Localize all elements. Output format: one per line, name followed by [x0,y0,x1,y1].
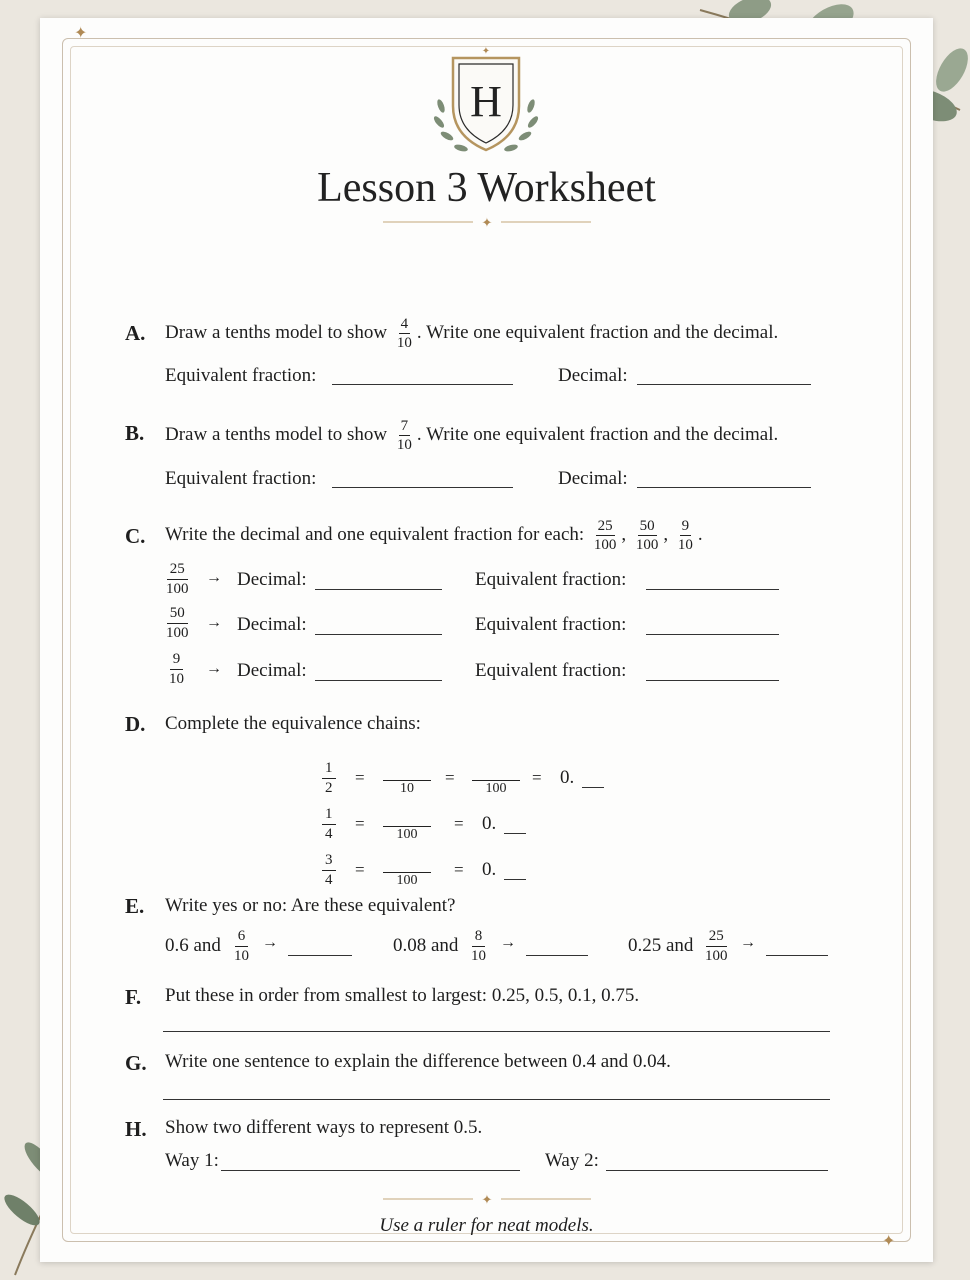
chain-2-equals-2: = [454,814,464,833]
section-b-letter: B. [125,421,145,445]
crest-shield-icon [423,44,549,170]
section-e-pair-3-fraction: $\frac{25}{100}$ [705,928,728,964]
section-c-row-3-equiv-label: Equivalent fraction: [475,660,627,681]
chain-3-equals-2: = [454,860,464,879]
section-a-decimal-blank[interactable] [637,384,811,385]
section-d-letter: D. [125,712,146,736]
section-b-decimal-blank[interactable] [637,487,811,488]
section-e-pair-1-fraction: $\frac{6}{10}$ [234,928,249,964]
section-a-letter: A. [125,321,146,345]
section-c-letter: C. [125,524,146,548]
section-c-row-3-fraction: $\frac{9}{10}$ [169,651,184,687]
section-c-row-2-decimal-label: Decimal: [237,614,307,635]
section-c-row-1-decimal-label: Decimal: [237,569,307,590]
section-b-prompt [165,418,778,453]
section-b-equiv-label: Equivalent fraction: [165,468,317,489]
chain-2-blank-fraction-1[interactable]: 100 [383,808,431,843]
section-c-row-1-equiv-blank[interactable] [646,589,779,590]
chain-2-decimal: 0. [482,813,497,834]
chain-2-fraction: $\frac{1}{4}$ [322,806,336,843]
section-c-row-1-arrow: → [206,569,222,586]
section-e-pair-2-decimal: 0.08 and [393,935,459,956]
title-divider [383,215,591,229]
section-a-equiv-label: Equivalent fraction: [165,365,317,386]
section-e-pair-3-decimal: 0.25 and [628,935,694,956]
section-a-prompt [165,316,778,351]
section-c-row-1-fraction: $\frac{25}{100}$ [166,561,189,597]
section-c-row-2-fraction: $\frac{50}{100}$ [166,605,189,641]
chain-3-decimal-blank[interactable] [504,879,526,880]
section-c-row-2-decimal-blank[interactable] [315,634,442,635]
section-c-fraction-3: $\frac{9}{10}$ [677,518,693,553]
section-c-row-1-decimal-blank[interactable] [315,589,442,590]
section-e-prompt: Write yes or no: Are these equivalent? [165,895,456,916]
section-f-prompt: Put these in order from smallest to largest: 0.25, 0.5, 0.1, 0.75. [165,985,640,1006]
section-e-letter: E. [125,894,145,918]
chain-1-equals-1: = [355,768,365,787]
chain-1-fraction: $\frac{1}{2}$ [322,760,336,797]
chain-1-decimal-blank[interactable] [582,787,604,788]
section-e-pair-2-fraction: $\frac{8}{10}$ [471,928,486,964]
section-c-row-3-decimal-label: Decimal: [237,660,307,681]
chain-2-equals-1: = [355,814,365,833]
section-e-pair-3-blank[interactable] [766,955,828,956]
section-a-fraction: $\frac{4}{10}$ [396,316,412,351]
svg-text:✦: ✦ [481,46,491,57]
footer-note: Use a ruler for neat models. [379,1215,594,1236]
section-a-prompt-end: . Write one equivalent fraction and the decimal. [416,321,779,343]
section-c-row-1-equiv-label: Equivalent fraction: [475,569,627,590]
section-c-prompt: Write the decimal and one equivalent fraction for each: $\frac{25}{100}$ , $\frac{50}{100}$ , $\frac{9}{10}$ . [165,518,703,553]
section-f-answer-line[interactable] [163,1031,830,1032]
section-e-pair-1-blank[interactable] [288,955,352,956]
chain-2-decimal-blank[interactable] [504,833,526,834]
section-b-equiv-blank[interactable] [332,487,513,488]
section-a-decimal-label: Decimal: [558,365,628,386]
chain-3-decimal: 0. [482,859,497,880]
svg-text:✦: ✦ [481,1193,493,1206]
sparkle-top-left-icon: ✦ [74,25,88,42]
section-h-way-2-blank[interactable] [606,1170,828,1171]
section-g-prompt: Write one sentence to explain the difference between 0.4 and 0.04. [165,1051,671,1072]
section-a-equiv-blank[interactable] [332,384,513,385]
section-h-way-2-label: Way 2: [545,1150,599,1171]
section-d-prompt: Complete the equivalence chains: [165,713,421,734]
section-c-row-3-arrow: → [206,660,222,677]
crest-letter: H [470,77,502,126]
page-title: Lesson 3 Worksheet [317,165,656,211]
section-h-letter: H. [125,1117,147,1141]
section-c-prompt-text: Write the decimal and one equivalent fraction for each: [165,523,585,545]
section-e-pair-2-blank[interactable] [526,955,588,956]
section-b-prompt-end: . Write one equivalent fraction and the decimal. [416,423,779,445]
section-c-row-2-equiv-label: Equivalent fraction: [475,614,627,635]
footer-divider [383,1192,591,1206]
section-h-way-1-blank[interactable] [221,1170,520,1171]
section-h-way-1-label: Way 1: [165,1150,219,1171]
section-g-answer-line[interactable] [163,1099,830,1100]
section-b-fraction: $\frac{7}{10}$ [396,418,412,453]
section-e-pair-1-decimal: 0.6 and [165,935,221,956]
section-c-fraction-2: $\frac{50}{100}$ [635,518,659,553]
chain-1-decimal: 0. [560,767,575,788]
section-b-prompt-text: Draw a tenths model to show [165,423,388,445]
sparkle-bottom-right-icon: ✦ [882,1233,896,1250]
svg-text:✦: ✦ [481,216,493,229]
section-e-pair-2-arrow: → [500,934,516,951]
section-c-row-2-equiv-blank[interactable] [646,634,779,635]
section-f-letter: F. [125,985,142,1009]
chain-3-fraction: $\frac{3}{4}$ [322,852,336,889]
chain-1-equals-3: = [532,768,542,787]
section-b-decimal-label: Decimal: [558,468,628,489]
chain-1-blank-fraction-1[interactable]: 10 [383,762,431,797]
chain-3-equals-1: = [355,860,365,879]
section-c-row-3-decimal-blank[interactable] [315,680,442,681]
section-e-pair-1-arrow: → [262,934,278,951]
chain-3-blank-fraction-1[interactable]: 100 [383,854,431,889]
section-g-letter: G. [125,1051,147,1075]
chain-1-equals-2: = [445,768,455,787]
chain-1-blank-fraction-2[interactable]: 100 [472,762,520,797]
section-c-row-3-equiv-blank[interactable] [646,680,779,681]
section-c-row-2-arrow: → [206,614,222,631]
section-c-fraction-1: $\frac{25}{100}$ [593,518,617,553]
section-h-prompt: Show two different ways to represent 0.5. [165,1117,483,1138]
worksheet-page [40,18,933,1262]
section-a-prompt-text: Draw a tenths model to show [165,321,388,343]
section-e-pair-3-arrow: → [740,934,756,951]
